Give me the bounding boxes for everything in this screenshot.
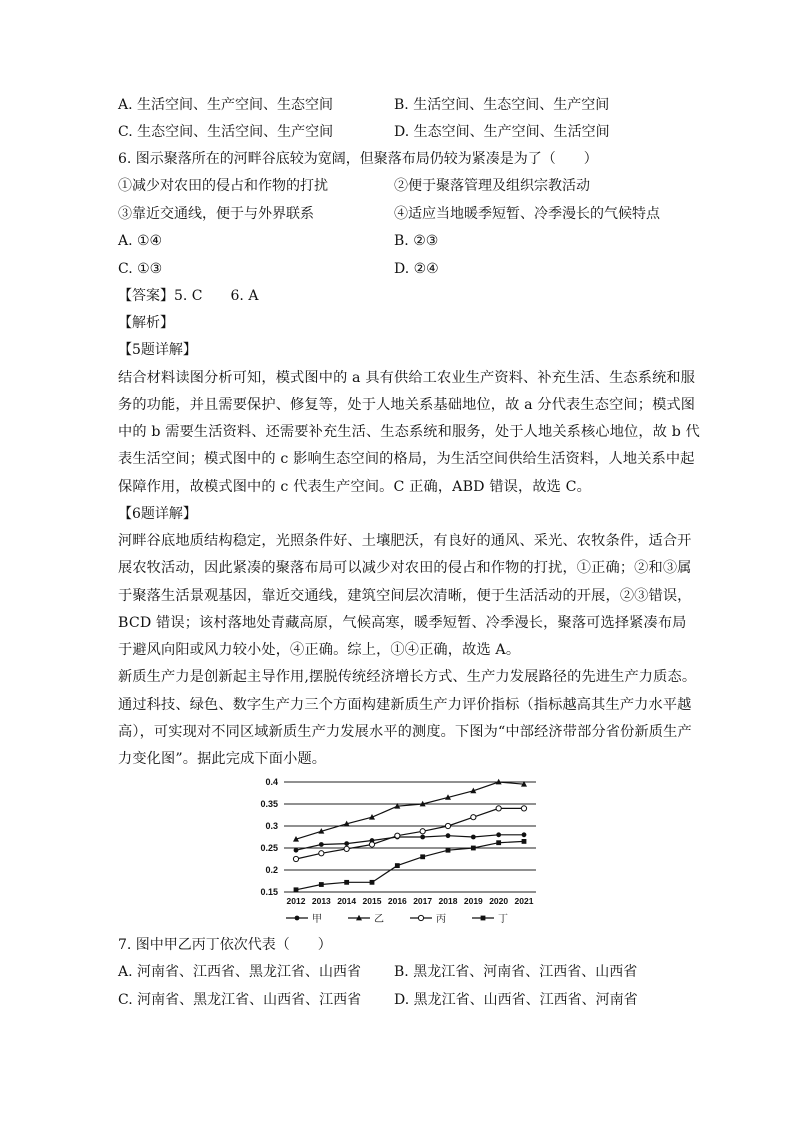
y-tick-label: 0.2 [265,865,278,875]
q5-detail-line: 结合材料读图分析可知，模式图中的 a 具有供给工农业生产资料、补充生活、生态系统和服 [118,370,696,386]
q5-option-b: B. 生活空间、生态空间、生产空间 [394,97,610,113]
q6-stem: 6. 图示聚落所在的河畔谷底较为宽阔，但聚落布局仍较为紧凑是为了（ ） [118,151,598,167]
legend-label: 丙 [436,914,446,925]
q7-option-b: B. 黑龙江省、河南省、江西省、山西省 [394,964,638,980]
data-point [496,832,501,837]
data-point [319,851,324,856]
q6-detail-line: 于避风向阳或风力较小处，④正确。综上，①④正确，故选 A。 [118,642,521,658]
data-point [319,882,324,887]
legend-label: 乙 [374,914,384,925]
legend-label: 丁 [498,914,508,925]
data-point [418,915,423,920]
q5-option-a: A. 生活空间、生产空间、生态空间 [118,97,334,113]
x-tick-label: 2016 [387,896,407,906]
x-tick-label: 2014 [337,896,357,906]
q7-stem: 7. 图中甲乙丙丁依次代表（ ） [118,937,332,953]
q6-statement-2: ②便于聚落管理及组织宗教活动 [394,178,590,194]
data-point [471,835,476,840]
q7-option-d: D. 黑龙江省、山西省、江西省、河南省 [394,992,638,1008]
data-point [496,840,501,845]
q6-option-a: A. ①④ [118,233,163,249]
q6-statement-1: ①减少对农田的侵占和作物的打扰 [118,178,328,194]
data-point [521,806,526,811]
x-tick-label: 2018 [438,896,458,906]
q6-detail-line: 于聚落生活景观基因，靠近交通线，建筑空间层次清晰，便于生活活动的开展，②③错误， [118,588,692,604]
q6-option-b: B. ②③ [394,233,439,249]
y-tick-label: 0.3 [265,821,278,831]
y-tick-label: 0.25 [260,843,278,853]
answer-line: 【答案】5. C 6. A [118,288,259,304]
data-point [496,806,501,811]
q6-option-d: D. ②④ [394,261,439,277]
data-point [446,833,451,838]
q5-detail-line: 务的功能，并且需要保护、修复等，处于人地关系基础地位，故 a 分代表生态空间；模式图 [118,397,696,413]
data-point [344,846,349,851]
q5-option-d: D. 生态空间、生产空间、生活空间 [394,124,610,140]
data-point [295,916,300,921]
material-line: 高），可实现对不同区域新质生产力发展水平的测度。下图为“中部经济带部分省份新质生产 [118,724,692,740]
data-point [471,846,476,851]
data-point [294,848,299,853]
x-tick-label: 2013 [311,896,331,906]
data-point [446,848,451,853]
material-line: 通过科技、绿色、数字生产力三个方面构建新质生产力评价指标（指标越高其生产力水平越 [118,697,692,713]
data-point [319,842,324,847]
q6-detail-line: 展农牧活动，因此紧凑的聚落布局可以减少对农田的侵占和作物的打扰，①正确；②和③属 [118,560,692,576]
province-productivity-chart [250,772,550,932]
x-tick-label: 2015 [362,896,382,906]
q6-detail-line: BCD 错误；该村落地处青藏高原，气候高寒，暖季短暂、冷季漫长，聚落可选择紧凑布局 [118,615,687,631]
y-tick-label: 0.15 [260,887,278,897]
material-line: 力变化图”。据此完成下面小题。 [118,751,327,767]
q6-detail-heading: 【6题详解】 [118,506,197,522]
x-tick-label: 2012 [286,896,306,906]
data-point [420,829,425,834]
data-point [369,842,374,847]
q5-detail-line: 表生活空间；模式图中的 c 影响生态空间的格局，为生活空间供给生活资料，人地关系中起 [118,451,695,467]
data-point [445,823,450,828]
x-tick-label: 2017 [413,896,433,906]
data-point [420,854,425,859]
data-point [395,863,400,868]
series-line [296,808,524,859]
q5-option-c: C. 生态空间、生活空间、生产空间 [118,124,334,140]
q5-detail-heading: 【5题详解】 [118,342,197,358]
legend-label: 甲 [312,914,322,925]
data-point [522,832,527,837]
y-tick-label: 0.35 [260,799,278,809]
data-point [420,835,425,840]
x-tick-label: 2021 [514,896,534,906]
q6-detail-line: 河畔谷底地质结构稳定，光照条件好、土壤肥沃，有良好的通风、采光、农牧条件，适合开 [118,533,692,549]
q5-detail-line: 保障作用，故模式图中的 c 代表生产空间。C 正确，ABD 错误，故选 C。 [118,479,592,495]
data-point [293,856,298,861]
x-tick-label: 2020 [489,896,509,906]
q7-option-c: C. 河南省、黑龙江省、山西省、江西省 [118,992,362,1008]
data-point [481,916,486,921]
data-point [370,880,375,885]
x-tick-label: 2019 [463,896,483,906]
series-line [296,782,524,839]
q6-statement-4: ④适应当地暖季短暂、冷季漫长的气候特点 [394,206,660,222]
series-line [296,841,524,889]
q6-statement-3: ③靠近交通线，便于与外界联系 [118,206,314,222]
analysis-label: 【解析】 [118,315,174,331]
q7-option-a: A. 河南省、江西省、黑龙江省、山西省 [118,964,362,980]
data-point [344,841,349,846]
material-line: 新质生产力是创新起主导作用,摆脱传统经济增长方式、生产力发展路径的先进生产力质态。 [118,669,697,685]
q5-detail-line: 中的 b 需要生活资料、还需要补充生活、生态系统和服务，处于人地关系核心地位，故 b 代 [118,424,700,440]
data-point [471,815,476,820]
data-point [522,839,527,844]
q6-option-c: C. ①③ [118,261,163,277]
data-point [344,880,349,885]
data-point [395,833,400,838]
data-point [294,887,299,892]
y-tick-label: 0.4 [265,777,278,787]
